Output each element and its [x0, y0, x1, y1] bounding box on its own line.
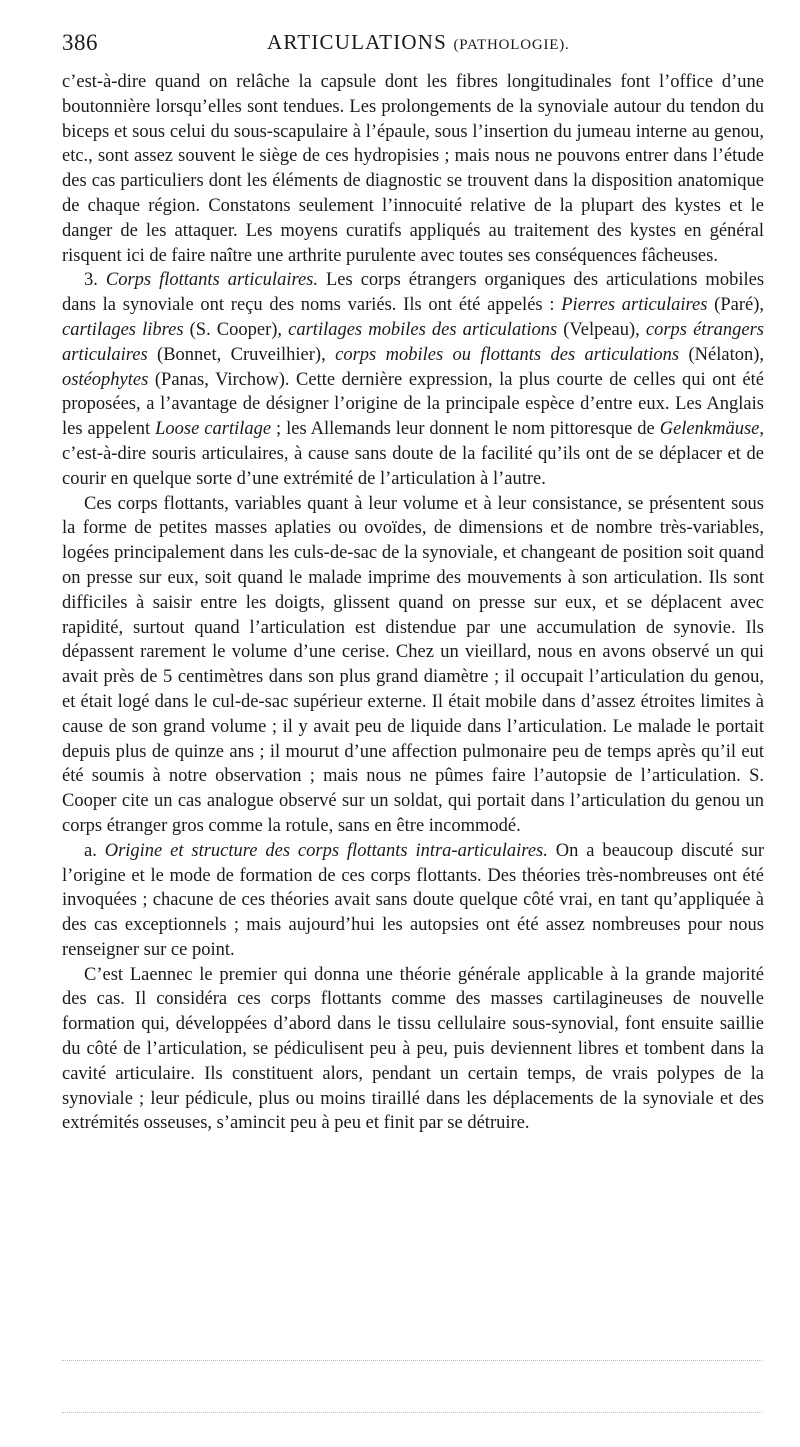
italic-term: Gelenkmäuse — [659, 419, 760, 440]
text-run: , c’est-à-dire souris articulaires, à cause sans doute de la facilité qu’ils ont de se déplacer et de courir en quelque sorte d’une extrémité de l’articulation à l’autre. — [62, 419, 764, 489]
paragraph-laennec-theory — [62, 963, 764, 1137]
body-text — [62, 70, 764, 1136]
text-run: a. — [84, 840, 105, 861]
faint-bleed-through-line — [62, 1360, 762, 1361]
italic-term: Pierres articulaires — [561, 295, 708, 316]
paragraph-corps-flottants — [62, 268, 764, 491]
text-run: (Paré), — [707, 295, 764, 316]
text-run: 3. — [84, 270, 106, 291]
italic-term: cartilages libres — [62, 319, 184, 340]
text-run: ; les Allemands leur donnent le nom pittoresque de — [271, 419, 660, 440]
running-title: ARTICULATIONS — [267, 30, 448, 54]
text-run: Ces corps flottants, variables quant à leur volume et à leur consistance, se présentent sous la forme de petites masses aplaties ou ovoïdes, de dimensions et de nombre très-variables, logées principalement dans les culs-de-sac de la synoviale, et changeant de position soit quand on presse sur eux, soit quand le malade imprime des mouvements à son articulation. Ils sont difficiles à saisir entre les doigts, glissent quand on presse sur eux, et se déplacent avec rapidité, surtout quand l’articulation est distendue par une accumulation de synovie. Ils dépassent rarement le volume d’une cerise. Chez un vieillard, nous en avons observé un qui avait près de 5 centimètres dans son plus grand diamètre ; il occupait l’articulation du genou, et était logé dans le cul-de-sac supérieur externe. Il était mobile dans d’assez étroites limites à cause de son grand volume ; il y avait peu de liquide dans l’articulation. Le malade le portait depuis plus de quinze ans ; il mourut d’une affection pulmonaire peu de temps après qu’il eut été soumis à notre observation ; mais nous ne pûmes faire l’autopsie de l’articulation. S. Cooper cite un cas analogue observé sur un soldat, qui portait dans l’articulation du genou un corps étranger gros comme la rotule, sans en être incommodé. — [62, 493, 764, 836]
text-run: (Velpeau), — [557, 319, 646, 340]
text-run: (Bonnet, Cruveilhier), — [147, 344, 336, 365]
italic-term: Origine et structure des corps flottants intra-articulaires. — [104, 840, 548, 861]
text-run: On a beaucoup discuté sur l’origine et le mode de formation de ces corps flottants. Des théories très-nombreuses ont été invoquées ; chacune de ces théories avait sans doute quelque côté vrai, en tant qu’appliquée à des cas exceptionnels ; mais aujourd’hui les autopsies ont été assez nombreuses pour nous renseigner sur ce point. — [62, 840, 764, 960]
text-run: (Panas, Virchow). Cette dernière expression, la plus courte de celles qui ont été proposées, a l’avantage de désigner l’origine de la principale espèce d’entre eux. Les Anglais les appelent — [62, 369, 764, 440]
page-header — [62, 28, 752, 62]
italic-term: Loose cartilage — [155, 419, 272, 440]
italic-term: ostéophytes — [62, 369, 149, 390]
italic-term: cartilages mobiles des articulations — [288, 319, 558, 340]
page-number: 386 — [62, 30, 98, 55]
text-run: c’est-à-dire quand on relâche la capsule dont les fibres longitudinales font l’office d’une boutonnière lorsqu’elles sont tendues. Les prolongements de la synoviale autour du tendon du biceps et sous celui du sous-scapulaire à l’épaule, sous l’insertion du jumeau interne au genou, etc., sont assez souvent le siège de ces hydropisies ; mais nous ne pouvons entrer dans l’étude des cas particuliers dont les éléments de diagnostic se trouvent dans la disposition anatomique de chaque région. Constatons seulement l’innocuité relative de la plupart des kystes et le danger de les attaquer. Les moyens curatifs appliqués au traitement des kystes en général risquent ici de faire naître une arthrite purulente avec toutes ses conséquences fâcheuses. — [62, 72, 764, 266]
text-run: (Nélaton), — [679, 344, 765, 365]
text-run: C’est Laennec le premier qui donna une théorie générale applicable à la grande majorité des cas. Il considéra ces corps flottants comme des masses cartilagineuses de nouvelle formation qui, développées d’abord dans le tissu cellulaire sous-synovial, font ensuite saillie du côté de l’articulation, se pédiculisent peu à peu, puis deviennent libres et tombent dans la cavité articulaire. Ils constituent alors, pendant un certain temps, de vrais polypes de la synoviale ; leur pédicule, plus ou moins tiraillé dans les déplacements de la synoviale et des extrémités osseuses, s’amincit peu à peu et finit par se détruire. — [62, 964, 764, 1134]
italic-term: corps étrangers articulaires — [62, 319, 765, 365]
running-head — [267, 30, 570, 55]
text-run: (S. Cooper), — [183, 319, 289, 340]
faint-bleed-through-line — [62, 1412, 762, 1413]
italic-term: corps mobiles ou flottants des articulations — [335, 344, 680, 365]
paragraph-origine-structure — [62, 839, 764, 963]
running-subtitle: (PATHOLOGIE). — [453, 37, 570, 53]
italic-term: Corps flottants articulaires. — [105, 270, 319, 291]
text-run: Les corps étrangers organiques des articulations mobiles dans la synoviale ont reçu des noms variés. Ils ont été appelés : — [62, 270, 765, 316]
paragraph-hydropisies-continued — [62, 70, 764, 268]
paragraph-description — [62, 492, 764, 839]
